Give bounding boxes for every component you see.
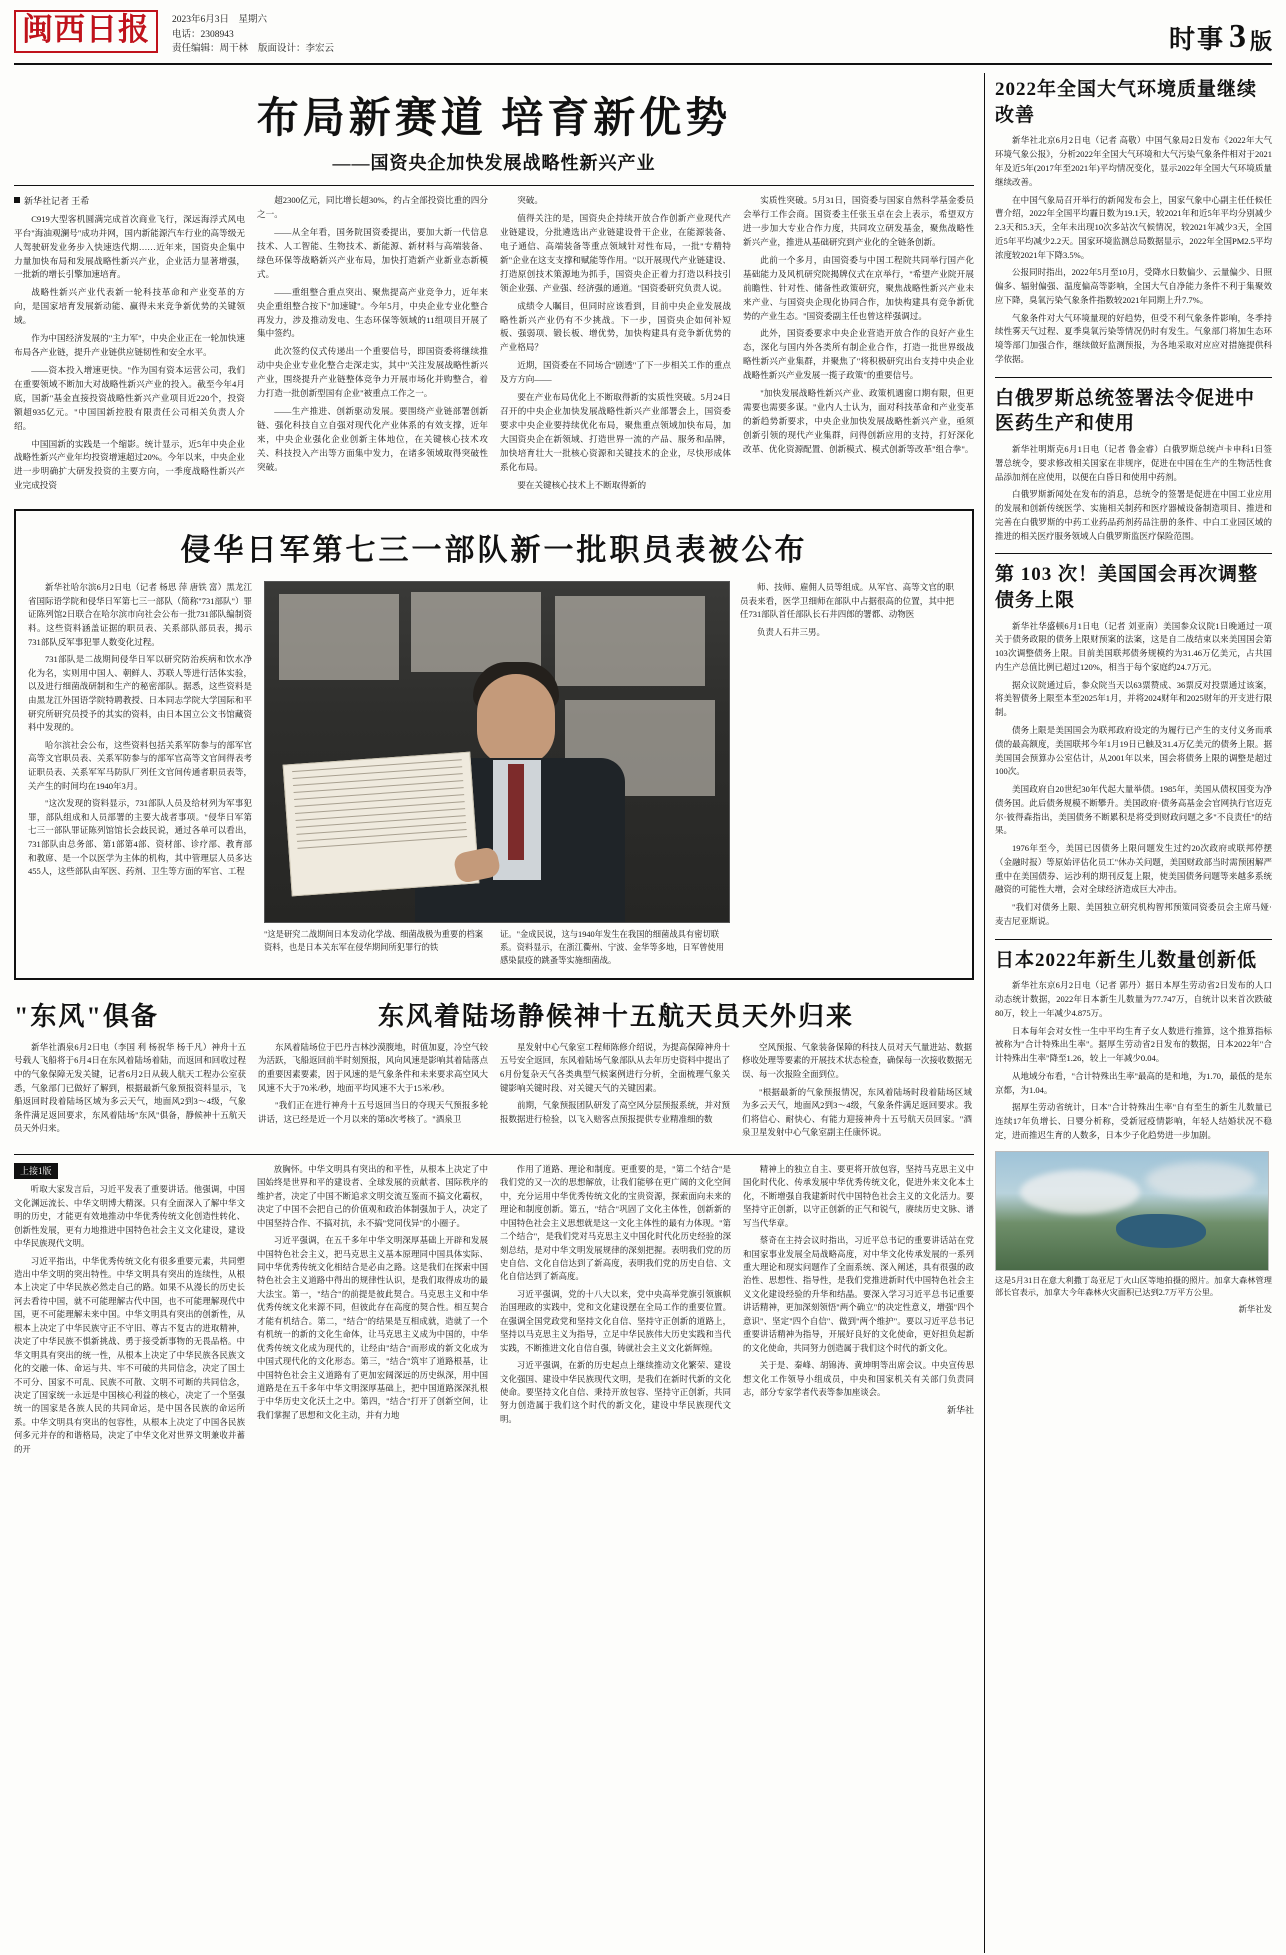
paragraph: 实质性突破。5月31日，国资委与国家自然科学基金委员会举行工作会商。国资委主任张玉卓在会上表示，希望双方进一步加大专业合作力度，共同攻立研发基金，聚焦战略性新兴产业，推进从基础研究到产业化的全链条创新。 — [743, 195, 974, 247]
divider — [995, 939, 1272, 940]
paragraph: 新华社哈尔滨6月2日电（记者 杨思 萍 唐铁 富）黑龙江省国际语学院和侵华日军第七三一部队（简称"731部队"）罪证陈列馆2日联合在哈尔滨市向社会公布一批731部队编制资料。这些资料涵盖证据的职员表、关系部队部员表，揭示731部队反军事犯罪人数变化过程。 — [28, 582, 252, 647]
sidebar-photo-caption: 这是5月31日在意大利撒丁岛亚尼丁火山区等地拍摄的照片。加拿大森林管理部长官表示，加拿大今年森林火灾面积已达到2.7万平方公里。 — [995, 1275, 1272, 1298]
sidebar-item-debt-ceiling — [995, 562, 1272, 928]
paragraph: 美国政府自20世纪30年代起大量举债。1985年，美国从债权国变为净债务国。此后债务规模不断攀升。美国政府·债务高基金会官网执行官迈克尔·彼得森指出，美国债务不断累积是将受到财政问题之多"不良责任"的结果。 — [995, 784, 1272, 836]
paragraph: 日本每年会对女性一生中平均生育子女人数进行推算，这个推算指标被称为"合计特殊出生率"。据厚生劳动省2日发布的数据，日本2022年"合计特殊出生率"降至1.26，较上一年减少0.04。 — [995, 1025, 1272, 1064]
paragraph: 从地域分布看，"合计特殊出生率"最高的是和地，为1.70，最低的是东京都，为1.04。 — [995, 1070, 1272, 1095]
lead-column-1 — [14, 194, 245, 497]
sidebar-headline: 第 103 次！美国国会再次调整债务上限 — [995, 564, 1259, 611]
dongfeng-article — [14, 992, 246, 1144]
paragraph: 东风着陆场位于巴丹吉林沙漠腹地，时值加夏，冷空气较为活跃，飞船返回前半时刻预报，风向风速是影响其着陆落点的重要因素要素，因于风速的是气象条件和未来要求高空风大风速不大于70米/秒，地面平均风速不大于15米/秒。 — [258, 1041, 488, 1093]
paragraph: 习近平强调，党的十八大以来，党中央高举党旗引领旗帜治国理政的实践中，党和文化建设摆在全局工作的重要位置。在强调全国党政党和坚持文化自信、坚持守正创新的道路上，坚持以马克思主义为指导，立足中华民族伟大历史实践和当代实践，不断推进文化自信自强，铸就社会主义文化新辉煌。 — [500, 1289, 731, 1353]
feature-photo-area — [264, 581, 728, 968]
lead-byline — [14, 194, 245, 209]
article-signature: 新华社 — [946, 1405, 974, 1416]
paragraph: 作用了道路、理论和制度。更重要的是，"第二个结合"是我们党的又一次的思想解放，让我们能够在更广阔的文化空间中，充分运用中华优秀传统文化的宝贵资源，探索面向未来的理论和制度创新。第五，"结合"巩固了文化主体性，创新新的中国特色社会主义思想就是这一文化主体性的最有力体现。"第二个结合"，是我们党对马克思主义中国化时代化历史经验的深刻总结，是对中华文明发展规律的深刻把握。表明我们党的历史自信、文化自信达到了新高度，表明我们党的历史自信、文化自信达到了新高度。 — [500, 1164, 731, 1282]
masthead-section — [1169, 10, 1272, 56]
paragraph: 师、技师、雇佣人员等组成。从军官、高等文官的职员表来看，医学卫细师在部队中占据很高的位置，其中把任731部队首任部队长石井四郎的署都、动物医 — [740, 582, 954, 620]
paragraph: 近期，国资委在不同场合"剧透"了下一步相关工作的重点及方方向—— — [500, 360, 731, 385]
photo-smoke — [1146, 1162, 1256, 1198]
continued-column-1 — [14, 1163, 245, 1460]
paragraph: 在中国气象局召开举行的新闻发布会上，国家气象中心副主任任候任曹介绍，2022年全国平均霾日数为19.1天，较2021年和近5年平均分别减少2.3天和5.3天，全年未出现10次多站次气候情况，较2021年减少3天，全国近5年平均减少2.2天。国家环境监测总局数据显示，2022年全国PM2.5平均浓度较2021年下降3.5%。 — [995, 194, 1272, 260]
paragraph: ——重组整合重点突出、聚焦提高产业竞争力，近年来央企重组整合按下"加速键"。今年5月，中央企业专业化整合再发力，涉及推动发电、生态环保等领域的11组项目开展了集中签约。 — [257, 286, 488, 339]
photo-document — [283, 752, 480, 897]
sidebar — [984, 73, 1272, 1953]
caption-text: "这是研究二战期间日本发动化学战、细菌战极为重要的档案资料，也是日本关东军在侵华期间所犯罪行的铁 — [264, 930, 484, 953]
paragraph: 战略性新兴产业代表新一轮科技革命和产业变革的方向，是国家培育发展新动能、赢得未来竞争新优势的关键领域。 — [14, 287, 245, 326]
paragraph: 习近平指出，中华优秀传统文化有很多重要元素，共同塑造出中华文明的突出特性。中华文明具有突出的连续性，从根本上决定了中华民族必然走自己的路。如果不从漫长的历史长河去看待中国，就不可能理解古代中国，也不可能理解现代中国，更不可能理解未来中国。中华文明具有突出的创新性，从根本上决定了中华民族守正不守旧、尊古不复古的进取精神，决定了中华民族不惧新挑战、勇于接受新事物的无畏品格。中华文明具有突出的统一性，从根本上决定了中华民族各民族文化的交融一体、命运与共、牢不可破的共同信念，决定了国土不可分、国家不可乱、民族不可散、文明不可断的共同信念，决定了国家统一永远是中国核心利益的核心，决定了一个坚强统一的国家是各族人民的共同命运，是中国各民族的命运所系。中华文明具有突出的包容性，从根本上决定了中国各民族何多元并存的和谐格局，决定了中华文化对世界文明兼收并蓄的开 — [14, 1256, 245, 1454]
paragraph: "我们正在进行神舟十五号返回当日的夺现天气预报多轮讲话，这已经是近一个月以来的第8次考核了。"酒泉卫 — [258, 1100, 488, 1124]
paragraph: 此前一个多月，由国资委与中国工程院共同举行国产化基础能力及风机研究院揭牌仪式在京举行，"希望产业院开展前瞻性、针对性、储备性政策研究，聚焦战略性新兴产业未来产业、与国资央企现化协同合作，加快构建具有竞争新优势的产业生态。"国资委副主任也曾这样强调过。 — [743, 254, 974, 321]
paragraph: 前期，气象预报团队研发了高空风分层预报系统，并对预报数据进行检验，以飞入赔客点预报提供专业精准细的数 — [500, 1100, 730, 1124]
paragraph: 要在产业布局优化上不断取得新的实质性突破。5月24日召开的中央企业加快发展战略性新兴产业部署会上，国资委要求中央企业要持续优化布局，聚焦重点领域加快布局，加大国资央企在新领域、打造世界一流的产品、服务和品牌，加快培育壮大一批核心资源和关键技术的企业，尽快形成体系化布局。 — [500, 392, 731, 472]
lead-column-2 — [257, 194, 488, 497]
paragraph: 此次签约仪式传递出一个重要信号，即国资委将继续推动中央企业专业化整合走深走实，其中"关注发展战略性新兴产业，围绕提升产业链整体竞争力开展市场化并购整合，着力打造一批创新型国有企业"被重点工作之一。 — [257, 346, 488, 399]
paragraph: 关于是、秦峰、胡锦涛、黄坤明等出席会议。中央宣传思想文化工作领导小组成员，中央和国家机关有关部门负责同志，部分专家学者代表等参加座谈会。 — [743, 1361, 974, 1397]
paragraph: "我们对债务上限、美国独立研究机构智邦预策同资委员会主席马娅·麦吉尼亚斯说。 — [995, 902, 1272, 926]
masthead-meta — [172, 10, 334, 57]
paragraph: 精神上的独立自主、要更将开放包容，坚持马克思主义中国化时代化、传承发展中华优秀传统文化，促进外来文化本土化，不断增强自我建新时代中国特色社会主义的文化活力。要坚持守正创新，以守正创新的正气和锐气，赓续历史文脉、谱写当代华章。 — [743, 1164, 974, 1228]
masthead-editor: 责任编辑：周干林 — [172, 44, 249, 55]
sidebar-headline: 日本2022年新生儿数量创新低 — [995, 949, 1258, 971]
photo-smoke — [1020, 1170, 1140, 1214]
photo-lake — [1116, 1214, 1206, 1248]
photo-panel — [555, 596, 705, 686]
paragraph: 放胸怀。中华文明具有突出的和平性，从根本上决定了中国始终是世界和平的建设者、全球发展的贡献者、国际秩序的维护者，决定了中国不断追求文明交流互鉴而不搞文化霸权，决定了中国不会把自己的价值观和政治体制强加于人，决定了中国坚持合作、不搞对抗，永不搞"党同伐异"的小圈子。 — [257, 1164, 488, 1228]
paragraph: 星发射中心气象室工程师陈修介绍说，为提高保障神舟十五号安全返回，东风着陆场气象部队从去年历史资料中提出了6月份复杂天气各类典型气候案例进行分析，全面梳理气象关键影响关键时段、对关键天气的关键因素。 — [500, 1041, 730, 1093]
lead-headline: 布局新赛道 培育新优势 — [256, 96, 732, 143]
photo-panel — [411, 592, 541, 672]
sidebar-headline: 白俄罗斯总统签署法令促进中医药生产和使用 — [995, 387, 1256, 435]
paragraph: 中国国新的实践是一个缩影。统计显示，近5年中央企业战略性新兴产业年均投资增速超过20%。今年以来，中央企业进一步明确扩大研发投资的主要方向，一季度战略性新兴产业完成投资 — [14, 438, 245, 491]
continued-column-4 — [743, 1163, 974, 1460]
photo-subject-tie — [508, 764, 524, 860]
masthead — [14, 10, 1272, 65]
sidebar-item-belarus — [995, 386, 1272, 544]
lead-column-4 — [743, 194, 974, 497]
newspaper-logo: 闽西日报 — [14, 10, 158, 53]
paragraph: 白俄罗斯新闻处在发布的消息，总统令的签署是促进在中国工业应用的发展和创新传统医学、实施相关制药和医疗器械设备制造项目、推进和完善在白俄罗斯的中药工业药品药剂药品注册的条件、中白工业园区域的推进的相关医疗服务领域人白俄罗斯监医疗保险范围。 — [995, 489, 1272, 541]
paragraph: ——资本投入增速更快。"作为国有资本运营公司，我们在重要领域不断加大对战略性新兴产业的投入。截至今年4月底，国新"基金直接投资战略性新兴产业项目近220个，投资额超935亿元。"中国国新控股有限责任公司相关负责人介绍。 — [14, 364, 245, 431]
paragraph: 据厚生劳动省统计，日本"合计特殊出生率"自有至生的新生儿数量已连续17年负增长、日婴分析称，受新冠疫情影响，年轻人结婚状况不稳定，进而推迟生育的人数多，日本少子化趋势进一步加剧。 — [995, 1102, 1272, 1140]
paragraph: 空风预报、气象装备保障的科技人员对天气量进站、数据修收处理等要素的开展技术状态检查，确保每一次接收数据无误、每一次报险全面到位。 — [742, 1041, 972, 1080]
feature-article — [14, 509, 974, 980]
continued-article — [14, 1154, 974, 1460]
divider — [995, 377, 1272, 378]
main-content — [14, 73, 974, 1953]
paragraph: 成绩令人瞩目，但同时应该看到，目前中央企业发展战略性新兴产业仍有不少挑战。下一步，国资央企如何补短板、强弱项、锻长板、增优势，加快构建具有竞争新优势的产业格局？ — [500, 300, 731, 353]
photo-subject-face — [477, 674, 555, 766]
paragraph: 要在关键核心技术上不断取得新的 — [517, 479, 647, 490]
sidebar-item-japan-births — [995, 948, 1272, 1315]
photo-panel — [279, 594, 399, 680]
paragraph: C919大型客机圆满完成首次商业飞行，深远海浮式风电平台"海油观澜号"成功并网，国内新能源汽车行业的高等级无人驾驶研发业务步入快速迭代期……近年来，国资央企集中力量加快布局和发展战略性新兴产业，企业活力显著增强，一批新的增长引擎加速培育。 — [14, 213, 245, 280]
paragraph: 新华社东京6月2日电（记者 郭丹）据日本厚生劳动省2日发布的人口动态统计数据，2022年日本新生儿数量为77.747万，自统计以来首次跌破80万，较上一年减少4.875万。 — [995, 980, 1272, 1018]
page-word: 版 — [1249, 29, 1272, 54]
sidebar-headline: 2022年全国大气环境质量继续改善 — [995, 79, 1258, 126]
continued-column-3 — [500, 1163, 731, 1460]
paragraph: 此外，国资委要求中央企业营造开放合作的良好产业生态，深化与国内外各类所有制企业合作，打造一批世界级战略性新兴产业集群，并聚焦了"将积极研究出台支持中央企业战略性新兴产业发展一揽子政策"的重要信号。 — [743, 328, 974, 381]
masthead-date: 2023年6月3日 星期六 — [172, 15, 268, 25]
section-name: 时事 — [1168, 25, 1225, 54]
paragraph: 蔡奇在主持会议时指出，习近平总书记的重要讲话站在党和国家事业发展全局战略高度，对中华文化传承发展的一系列重大理论和现实问题作了全面系统、深入阐述，具有很强的政治性、思想性、指导性，是我们党推进新时代中国特色社会主义文化建设经验的升华和结晶。要深入学习习近平总书记重要讲话精神，更加深刻领悟"两个确立"的决定性意义，增强"四个意识"、坚定"四个自信"、做到"两个维护"。要以习近平总书记重要讲话精神为指导，开展好良好的文化使命，更好担负起新的文化使命，共同努力创造属于我们这个时代的新文化。 — [743, 1236, 974, 1353]
feature-column-2 — [740, 581, 954, 968]
paragraph: 哈尔滨社会公布，这些资料包括关系军防参与的部军官高等文官职员表、关系军防参与的部军官高等文官间得表考证职员表、关系军军马防队厂列任文官间传通者职员表等，关产生的时间均在1940年3月。 — [28, 739, 252, 791]
feature-photo-caption — [264, 929, 728, 968]
paragraph: "根据最新的气象预报情况，东风着陆场时段着陆场区域为多云天气，地面风2到3～4级，气象条件满足返回要求。我们将信心、耐快心、有能力迎接神舟十五号航天员回家。"酒泉卫星发射中心气象室副主任康怀说。 — [742, 1086, 972, 1138]
paragraph: 新华社北京6月2日电（记者 高敬）中国气象局2日发布《2022年大气环境气象公报》，分析2022年全国大气环境和大气污染气象条件相对于2021年及近5年(2017年至2021年)平均情况变化，显示2022年全国大气环境质量继续改善。 — [995, 135, 1272, 187]
divider — [995, 553, 1272, 554]
paragraph: 新华社华盛顿6月1日电（记者 刘亚南）美国参众议院1日晚通过一项关于债务政限的债务上限财预案的法案，这是自二战结束以来美国国会第103次调整债务上限。目前美国联邦债务规模约为31.46万亿美元，占共国内生产总值比例已超过120%，相当于每个家庭约24.7万元。 — [995, 620, 1272, 672]
lead-subheadline: ——国资央企加快发展战略性新兴产业 — [332, 153, 656, 174]
lower-section — [14, 992, 974, 1144]
paragraph: ——生产推进、创新驱动发展。要围绕产业链部署创新链、强化科技自立自强对现代化产业体系的有效支撑，近年来，中央企业强化企业创新主体地位，在关键核心技术攻关、科技投入产出等方面集中发力，在诸多领域取得突破性突破。 — [257, 406, 488, 472]
paragraph: 新华社酒泉6月2日电（李国 利 杨祝华 杨千凡）神舟十五号载人飞船将于6月4日在东风着陆场着陆，而返回和回收过程中的气象保障无发关键，记者6月2日从载人航天工程办公室获悉，气象部门已做好了解到，根据最新气象预报资料显示，飞船返回时段着陆场区域为多云天气，地面风2到3～4级，气象条件满足返回要求，东风着陆场"东风"俱备，静候神十五航天员天外归来。 — [14, 1041, 246, 1134]
shenzhou-article — [258, 992, 974, 1144]
feature-photo — [264, 581, 730, 923]
sidebar-photo-credit: 新华社发 — [1238, 1305, 1272, 1315]
paragraph: 超2300亿元，同比增长超30%，约占全部投资比重的四分之一。 — [257, 195, 488, 220]
paragraph: 习近平强调，在五千多年中华文明深厚基础上开辟和发展中国特色社会主义，把马克思主义基本原理同中国具体实际、同中华优秀传统文化相结合是必由之路。这是我们在探索中国特色社会主义道路中得出的规律性认识，是我们取得成功的最大法宝。第一，"结合"的前提是彼此契合。马克思主义和中华优秀传统文化来源不同，但彼此存在高度的契合性。相互契合才能有机结合。第二，"结合"的结果是互相成就，造就了一个有机统一的新的文化生命体，让马克思主义成为中国的，中华优秀传统文化成为现代的，让经由"结合"而形成的新文化成为中国式现代化的文化形态。第三，"结合"筑牢了道路根基，让中国特色社会主义道路有了更加宏阔深远的历史纵深，用中国道路是在五千多年中华文明深厚基础上，把中国道路深深扎根于中华历史文化沃土之中。第四，"结合"打开了创新空间，让我们掌握了思想和文化主动，并有力地 — [257, 1236, 488, 1420]
shenzhou-column-2 — [500, 1041, 730, 1144]
paragraph: 债务上限是美国国会为联邦政府设定的为履行已产生的支付义务而承债的最高额度，美国联邦今年1月19日已触及31.4万亿美元的债务上限。据美国国会预算办公室估计，从2001年以来，国会将债务上限的调整是超过100次。 — [995, 724, 1272, 777]
paragraph: "这次发现的资料显示，731部队人员及给材列为军事犯罪，部队组成和人员部署的主要大战者事项。"侵华日军第七三一部队罪证陈列馆馆长会歧民说，通过各单可以看出，731部队由总务部、第1部第4部、资材部、诊疗部、教育部和教席、是一个以医学为主体的机构，其中管理层人员多达455人，这些部队由军医、药剂、卫生等方面的军官、工程 — [28, 798, 252, 877]
dongfeng-headline: "东风"俱备 — [14, 1001, 159, 1031]
lead-byline-text: 新华社记者 王希 — [24, 196, 90, 207]
masthead-phone: 电话：2308943 — [172, 29, 234, 40]
lead-column-3 — [500, 194, 731, 497]
feature-column-1 — [28, 581, 252, 968]
shenzhou-headline: 东风着陆场静候神十五航天员天外归来 — [377, 1001, 854, 1031]
bullet-square-icon — [14, 197, 20, 203]
paragraph: ——从全年看，国务院国资委提出，要加大新一代信息技术、人工智能、生物技术、新能源、新材料与高端装备、绿色环保等战略新兴产业布局，加快打造新产业新业态新模式。 — [257, 227, 488, 279]
paragraph: 气象条件对大气环境量现的好趋势，但受不利气象条件影响，冬季持续性雾天气过程、夏季臭氧污染等情况仍时有发生。气象部门将加生态环境等部门加强合作，继续做好监测预报，为各地采取对应应对措施提供科学依据。 — [995, 312, 1272, 364]
page-number: 3 — [1228, 18, 1246, 55]
lead-article-columns — [14, 185, 974, 497]
paragraph: 听取大家发言后，习近平发表了重要讲话。他强调，中国文化渊远流长、中华文明博大精深。只有全面深入了解中华文明的历史，才能更有效地推动中华优秀传统文化创造性转化、创新性发展，更有力地推进中国特色社会主义文化建设，建设中华民族现代文明。 — [14, 1185, 245, 1249]
caption-text: 证。"金成民说，这与1940年发生在我国的细菌战具有密切联系。资料显示，在浙江衢州、宁波、金华等多地，日军曾使用感染鼠疫的跳蚤等实施细菌战。 — [500, 930, 725, 965]
sidebar-item-air-quality — [995, 77, 1272, 367]
paragraph: 突破。 — [517, 195, 543, 206]
shenzhou-column-3 — [742, 1041, 972, 1144]
paragraph: 731部队是二战期间侵华日军以研究防治疾病和饮水净化为名，实则用中国人、朝鲜人、苏联人等进行活体实验，以及进行细菌战研制和生产的秘密部队。据悉，这些资料是由黑龙江外国语学院特聘教授、日本同志学院大学国际和平研究所研究员授予的其实的资料，由日本国立公文书馆藏资料中发现的。 — [28, 654, 252, 733]
continued-column-2 — [257, 1163, 488, 1460]
paragraph: 公报同时指出，2022年5月至10月，受降水日数偏少、云量偏少、日照偏多、辐射偏强、温度偏高等影响，全国大气自净能力条件不利于集聚效应下降，臭氧污染气象条件指数较2021年同期上升7.7%。 — [995, 267, 1272, 305]
paragraph: "加快发展战略性新兴产业、政策机遇窗口期有限，但更需要也需要多谋。"业内人士认为，面对科技革命和产业变革的新趋势新要求，中央企业加快发展战略性新兴产业，亟须创新引领的现代产业集群，问得创新应用的支持，打好深化改革、优化资源配置、创新模式、模式创新等改革"组合拳"。 — [743, 388, 974, 454]
feature-headline: 侵华日军第七三一部队新一批职员表被公布 — [180, 534, 808, 568]
paragraph: 作为中国经济发展的"主力军"，中央企业正在一轮加快速布局各产业链，提升产业链供应链韧性和安全水平。 — [14, 333, 245, 358]
shenzhou-column-1 — [258, 1041, 488, 1144]
photo-subject-label: 负责人石井三男。 — [757, 627, 826, 638]
paragraph: 新华社明斯克6月1日电（记者 鲁金睿）白俄罗斯总统卢卡申科1日签署总统令，要求修改相关国家在非规序，促进在中国在生产的生物活性食品添加剂在应使用，以便在白昏日和使用中药剂。 — [995, 443, 1272, 482]
paragraph: 1976年至今，美国已因债务上限问题发生过约20次政府或联邦停摆（金融时报）等原始评估化员工"休办关问题，美国财政部当时需预困解严重中在美国债券、运沙利的期刊反复上限，使美国债务问题等来越多系统融资的可能性大增，会对全球经济造成巨大冲击。 — [995, 843, 1272, 895]
sidebar-photo — [995, 1151, 1269, 1271]
paragraph: 值得关注的是，国资央企持续开放合作创新产业现代产业链建设，分批遴选出产业链建设骨干企业，在能源装备、电子通信、高端装备等重点领域针对性布局，一批"专精特新"企业在这支支撑和赋能等作用。"以开展现代产业链建设、打造原创技术策源地为抓手，国资央企正着力打造以科技引领企业强、产业强、经济强的通道。"国资委研究负责人说。 — [500, 213, 731, 293]
continued-from-tag: 上接1版 — [14, 1163, 58, 1179]
masthead-designer: 版面设计：李宏云 — [258, 44, 335, 55]
paragraph: 习近平强调，在新的历史起点上继续推动文化繁荣、建设文化强国、建设中华民族现代文明，是我们在新时代新的文化使命。要坚持文化自信、秉持开放包容、坚持守正创新，共同努力创造属于我们这个时代的新文化，建设中华民族现代文明。 — [500, 1361, 731, 1424]
paragraph: 据众议院通过后，参众院当天以63票赞成、36票反对投票通过该案，将美智债务上限至本至2025年1月，并将2024财年和2025财年的开支进行限制。 — [995, 679, 1272, 718]
